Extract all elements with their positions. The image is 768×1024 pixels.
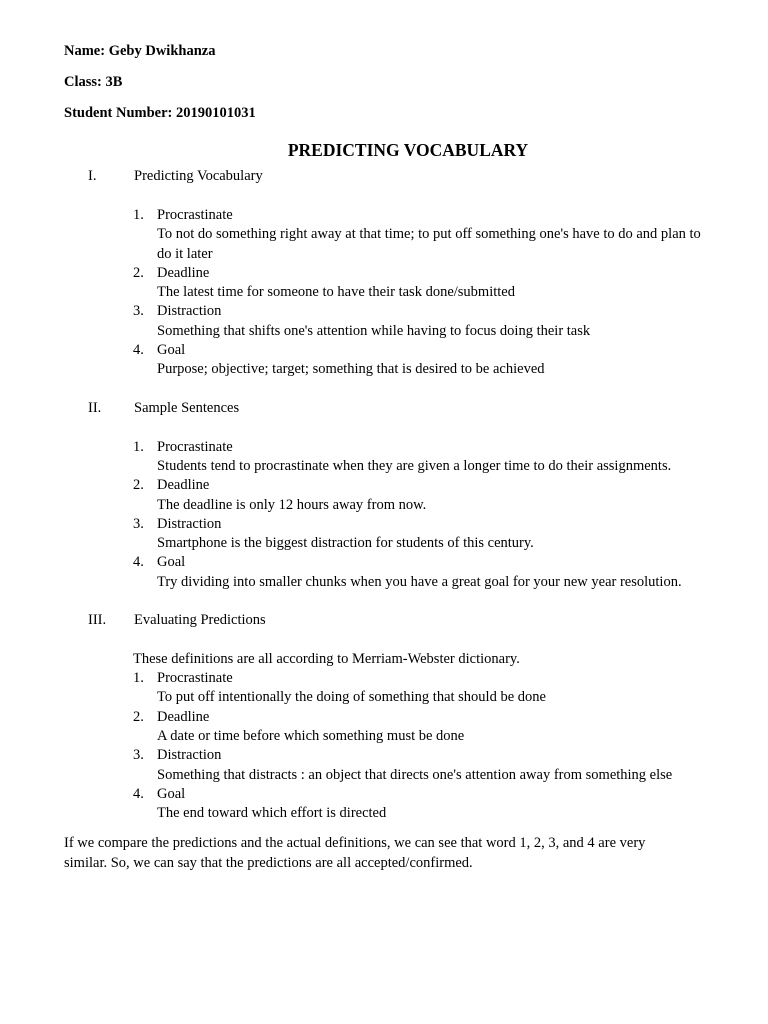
item-term: Procrastinate — [157, 207, 233, 223]
item-number: 2. — [133, 264, 144, 281]
section-sample-sentences — [64, 399, 704, 592]
definition-list — [64, 669, 704, 823]
item-term: Goal — [157, 342, 186, 359]
list-item — [133, 264, 704, 303]
student-name: Name: Geby Dwikhanza — [64, 43, 216, 59]
item-number: 1. — [133, 438, 144, 455]
item-number: 2. — [133, 477, 144, 494]
item-number: 1. — [133, 670, 144, 687]
section-numeral: II. — [88, 399, 102, 416]
section-predicting-vocabulary — [64, 167, 704, 380]
item-term: Procrastinate — [157, 670, 233, 687]
list-item — [133, 553, 704, 592]
section-heading — [64, 399, 704, 418]
document-title: PREDICTING VOCABULARY — [287, 140, 529, 160]
item-term: Procrastinate — [157, 438, 233, 455]
list-item — [133, 438, 704, 477]
item-term: Distraction — [157, 303, 222, 320]
section-evaluating-predictions — [64, 611, 704, 823]
item-term: Deadline — [157, 264, 210, 281]
item-number: 2. — [133, 708, 144, 725]
item-number: 3. — [133, 515, 144, 532]
student-class: Class: 3B — [64, 74, 123, 90]
item-number: 3. — [133, 747, 144, 764]
item-description: Smartphone is the biggest distraction for students of this century. — [157, 535, 534, 552]
item-term: Goal — [157, 554, 186, 571]
item-description: To not do something right away at that time; to put off something one's have to do and plan to do it later — [157, 226, 701, 262]
list-item — [133, 515, 704, 554]
item-description: A date or time before which something must be done — [157, 727, 465, 744]
item-description: Students tend to procrastinate when they are given a longer time to do their assignments. — [157, 457, 672, 474]
section-numeral: I. — [88, 168, 97, 184]
vocabulary-list — [64, 206, 704, 380]
list-item — [133, 708, 704, 747]
item-description: The deadline is only 12 hours away from now. — [157, 496, 427, 513]
sentence-list — [64, 438, 704, 592]
item-number: 4. — [133, 785, 144, 802]
item-description: Something that shifts one's attention while having to focus doing their task — [157, 322, 591, 339]
student-number: Student Number: 20190101031 — [64, 105, 256, 121]
list-item — [133, 785, 704, 824]
item-description: Try dividing into smaller chunks when you have a great goal for your new year resolution. — [157, 573, 682, 590]
item-term: Deadline — [157, 708, 210, 725]
conclusion-paragraph: If we compare the predictions and the actual definitions, we can see that word 1, 2, 3, and 4 are very similar. So, we can say that the predictions are all accepted/confirmed. — [64, 835, 646, 871]
item-term: Deadline — [157, 477, 210, 494]
item-description: Something that distracts : an object that directs one's attention away from something else — [157, 766, 673, 783]
item-number: 3. — [133, 303, 144, 320]
item-description: The latest time for someone to have their task done/submitted — [157, 284, 515, 301]
item-number: 1. — [133, 207, 144, 223]
list-item — [133, 206, 704, 264]
section-title: Evaluating Predictions — [134, 612, 266, 629]
list-item — [133, 341, 704, 380]
section-heading — [64, 611, 704, 630]
item-description: The end toward which effort is directed — [157, 805, 387, 822]
item-description: Purpose; objective; target; something that is desired to be achieved — [157, 361, 545, 378]
list-item — [133, 302, 704, 341]
item-number: 4. — [133, 342, 144, 359]
item-term: Distraction — [157, 515, 222, 532]
section-title: Sample Sentences — [134, 399, 240, 416]
section-intro: These definitions are all according to Merriam-Webster dictionary. — [133, 651, 520, 668]
list-item — [133, 669, 704, 708]
section-title: Predicting Vocabulary — [134, 168, 263, 184]
item-term: Distraction — [157, 747, 222, 764]
item-term: Goal — [157, 785, 186, 802]
section-heading — [64, 167, 704, 186]
list-item — [133, 476, 704, 515]
item-number: 4. — [133, 554, 144, 571]
section-numeral: III. — [88, 612, 107, 629]
item-description: To put off intentionally the doing of something that should be done — [157, 689, 546, 706]
list-item — [133, 746, 704, 785]
